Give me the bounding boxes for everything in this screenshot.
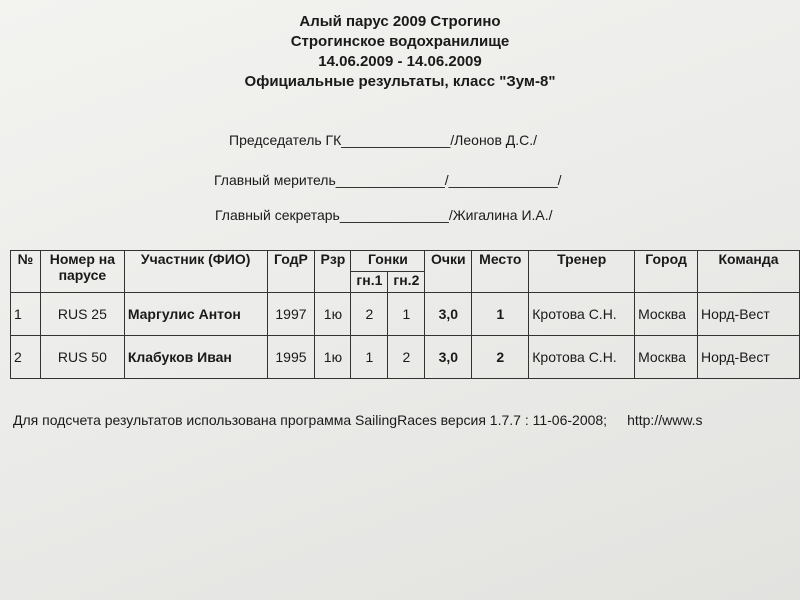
- cell-race-2: 2: [388, 336, 425, 379]
- cell-coach: Кротова С.Н.: [529, 293, 635, 336]
- cell-city: Москва: [635, 336, 698, 379]
- cell-no: 1: [11, 293, 41, 336]
- software-url: http://www.s: [627, 412, 703, 428]
- venue: Строгинское водохранилище: [290, 33, 510, 50]
- cell-sail-number: RUS 50: [40, 336, 124, 379]
- document-header: [0, 12, 800, 92]
- table-row: [11, 336, 800, 379]
- results-table: [10, 250, 800, 379]
- results-title: Официальные результаты, класс "Зум-8": [244, 73, 556, 90]
- header-birth-year: ГодР: [267, 251, 315, 293]
- header-team: Команда: [698, 251, 800, 293]
- cell-city: Москва: [635, 293, 698, 336]
- header-participant: Участник (ФИО): [124, 251, 267, 293]
- cell-place: 1: [472, 293, 529, 336]
- cell-rank: 1ю: [315, 336, 351, 379]
- header-rank: Рзр: [315, 251, 351, 293]
- header-place: Место: [472, 251, 529, 293]
- software-credit: [13, 412, 787, 428]
- cell-birth-year: 1997: [267, 293, 315, 336]
- cell-race-2: 1: [388, 293, 425, 336]
- signature-measurer: Главный мерител‌ь______________/______________/: [214, 172, 562, 188]
- header-no: №: [11, 251, 41, 293]
- header-city: Город: [635, 251, 698, 293]
- date-range: 14.06.2009 - 14.06.2009: [318, 53, 482, 70]
- signature-secretary: Главный секретарь______________/Жигалина И.А./: [215, 207, 553, 223]
- cell-birth-year: 1995: [267, 336, 315, 379]
- cell-points: 3,0: [425, 293, 472, 336]
- cell-race-1: 2: [351, 293, 388, 336]
- cell-race-1: 1: [351, 336, 388, 379]
- cell-participant: Клабуков Иван: [124, 336, 267, 379]
- cell-team: Норд-Вест: [698, 336, 800, 379]
- cell-no: 2: [11, 336, 41, 379]
- software-credit-text: Для подсчета результатов использована программа SailingRaces версия 1.7.7 : 11-06-2008;: [13, 412, 608, 428]
- cell-participant: Маргулис Антон: [124, 293, 267, 336]
- cell-coach: Кротова С.Н.: [529, 336, 635, 379]
- cell-points: 3,0: [425, 336, 472, 379]
- cell-team: Норд-Вест: [698, 293, 800, 336]
- table-row: [11, 293, 800, 336]
- cell-rank: 1ю: [315, 293, 351, 336]
- header-sail-number: Номер на парусе: [40, 251, 124, 293]
- header-coach: Тренер: [529, 251, 635, 293]
- regatta-title: Алый парус 2009 Строгино: [299, 13, 501, 30]
- signature-chair: Председатель ГК______________/Леонов Д.С./: [229, 132, 538, 148]
- header-races: Гонки: [351, 251, 425, 272]
- header-points: Очки: [425, 251, 472, 293]
- cell-place: 2: [472, 336, 529, 379]
- header-race-1: гн.1: [351, 272, 388, 293]
- cell-sail-number: RUS 25: [40, 293, 124, 336]
- header-race-2: гн.2: [388, 272, 425, 293]
